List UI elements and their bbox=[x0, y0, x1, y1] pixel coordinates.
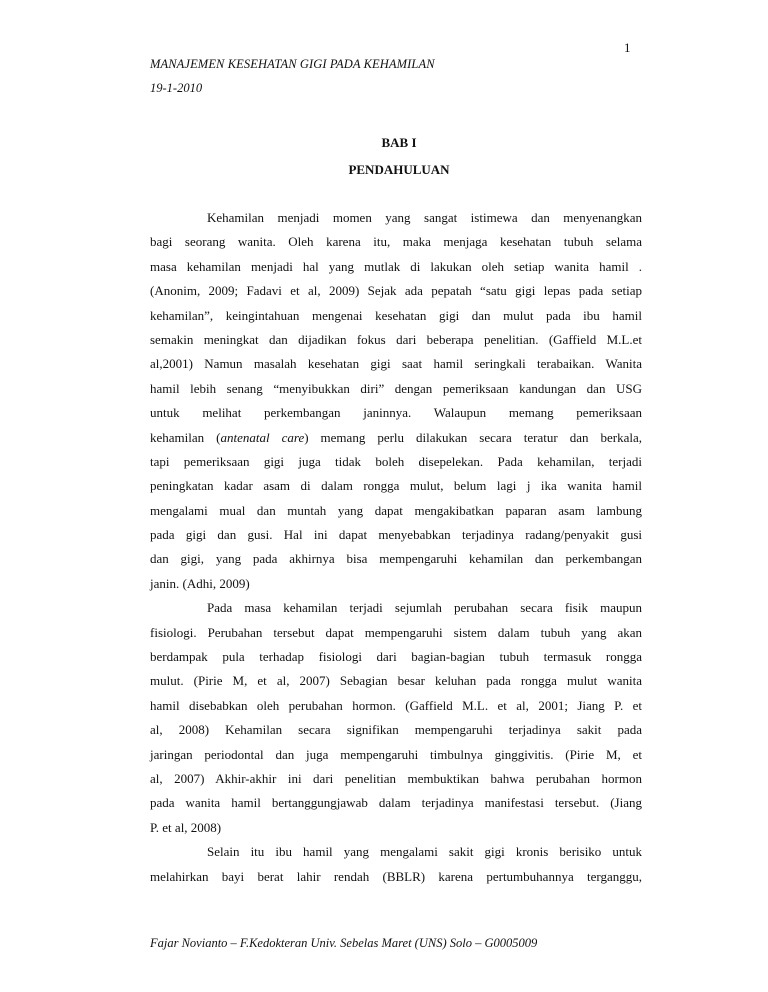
body-text bbox=[150, 206, 642, 889]
text-line: bagi seorang wanita. Oleh karena itu, maka menjaga kesehatan tubuh selama bbox=[150, 234, 642, 250]
text-line: untuk melihat perkembangan janinnya. Walaupun memang pemeriksaan bbox=[150, 405, 642, 421]
text-line: mulut. (Pirie M, et al, 2007) Sebagian besar keluhan pada rongga mulut wanita bbox=[150, 673, 642, 689]
text-line: Kehamilan menjadi momen yang sangat istimewa dan menyenangkan bbox=[207, 210, 642, 225]
chapter-number: BAB I bbox=[381, 135, 417, 150]
text-line: masa kehamilan menjadi hal yang mutlak di lakukan oleh setiap wanita hamil . bbox=[150, 258, 642, 274]
page-number: 1 bbox=[624, 40, 631, 55]
text-line: al, 2007) Akhir-akhir ini dari penelitian membuktikan bahwa perubahan hormon bbox=[150, 770, 642, 786]
text-segment: ) memang perlu dilakukan secara teratur dan berkala, bbox=[304, 429, 642, 445]
text-line: Selain itu ibu hamil yang mengalami sakit gigi kronis berisiko untuk bbox=[207, 844, 642, 860]
text-line bbox=[150, 426, 642, 450]
text-line: fisiologi. Perubahan tersebut dapat mempengaruhi sistem dalam tubuh yang akan bbox=[150, 624, 642, 640]
text-line: janin. (Adhi, 2009) bbox=[150, 575, 250, 591]
text-line: mengalami mual dan muntah yang dapat mengakibatkan paparan asam lambung bbox=[150, 502, 642, 518]
text-line: semakin meningkat dan dijadikan fokus dari beberapa penelitian. (Gaffield M.L.et bbox=[150, 331, 642, 347]
text-line: kehamilan”, keingintahuan mengenai kesehatan gigi dan mulut pada ibu hamil bbox=[150, 307, 642, 323]
date-line: 19-1-2010 bbox=[150, 81, 203, 95]
footer: Fajar Novianto – F.Kedokteran Univ. Sebelas Maret (UNS) Solo – G0005009 bbox=[150, 936, 538, 950]
text-line: pada gigi dan gusi. Hal ini dapat menyebabkan terjadinya radang/penyakit gusi bbox=[150, 527, 642, 543]
text-line: dan gigi, yang pada akhirnya bisa mempengaruhi kehamilan dan perkembangan bbox=[150, 551, 642, 567]
italic-term: antenatal care bbox=[220, 429, 305, 445]
running-title: MANAJEMEN KESEHATAN GIGI PADA KEHAMILAN bbox=[150, 57, 435, 71]
text-line: hamil lebih senang “menyibukkan diri” dengan pemeriksaan kandungan dan USG bbox=[150, 380, 642, 396]
text-line: (Anonim, 2009; Fadavi et al, 2009) Sejak ada pepatah “satu gigi lepas pada setiap bbox=[150, 283, 642, 299]
text-line: berdampak pula terhadap fisiologi dari bagian-bagian tubuh termasuk rongga bbox=[150, 649, 642, 665]
text-line: melahirkan bayi berat lahir rendah (BBLR) karena pertumbuhannya terganggu, bbox=[150, 868, 642, 884]
text-line: jaringan periodontal dan juga mempengaruhi timbulnya ginggivitis. (Pirie M, et bbox=[150, 746, 642, 762]
text-line: Pada masa kehamilan terjadi sejumlah perubahan secara fisik maupun bbox=[207, 600, 642, 616]
text-line: al,2001) Namun masalah kesehatan gigi saat hamil seringkali terabaikan. Wanita bbox=[150, 356, 642, 372]
text-line: peningkatan kadar asam di dalam rongga mulut, belum lagi j ika wanita hamil bbox=[150, 478, 642, 494]
text-line: pada wanita hamil bertanggungjawab dalam terjadinya manifestasi tersebut. (Jiang bbox=[150, 795, 642, 811]
text-line: al, 2008) Kehamilan secara signifikan mempengaruhi terjadinya sakit pada bbox=[150, 722, 642, 738]
text-line: P. et al, 2008) bbox=[150, 819, 222, 835]
text-line: hamil disebabkan oleh perubahan hormon. (Gaffield M.L. et al, 2001; Jiang P. et bbox=[150, 697, 642, 713]
text-segment: kehamilan ( bbox=[150, 429, 221, 445]
text-line: tapi pemeriksaan gigi juga tidak boleh disepelekan. Pada kehamilan, terjadi bbox=[150, 453, 642, 469]
chapter-title: PENDAHULUAN bbox=[348, 162, 450, 177]
